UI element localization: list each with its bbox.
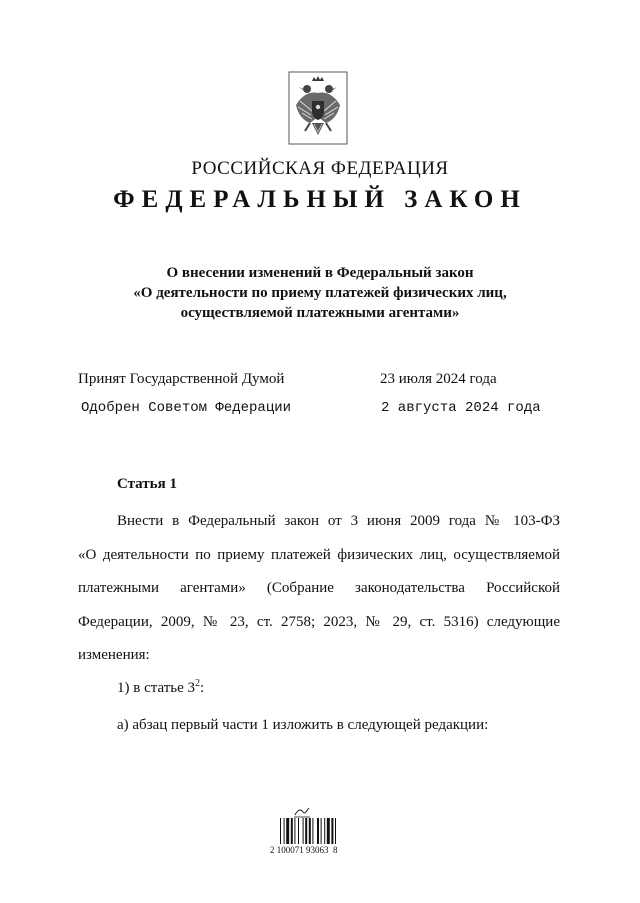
paragraph-line: «О деятельности по приему платежей физических лиц, осуществляемой — [78, 546, 560, 563]
barcode-number: 2 100071 93063 8 — [270, 845, 338, 855]
coat-of-arms-emblem — [288, 71, 348, 145]
barcode-bar — [335, 818, 336, 844]
article-superscript: 2 — [195, 678, 201, 689]
amendment-subitem-a: а) абзац первый части 1 изложить в следующей редакции: — [117, 717, 489, 733]
signature-mark-icon — [293, 806, 311, 818]
barcode-bar — [298, 818, 299, 844]
law-title-line: осуществляемой платежными агентами» — [180, 305, 460, 321]
law-title-line: О внесении изменений в Федеральный закон — [166, 265, 474, 281]
paragraph-line: Внести в Федеральный закон от 3 июня 2009 года № 103-ФЗ — [117, 513, 560, 529]
barcode-bar — [291, 818, 293, 844]
duma-adoption-label: Принят Государственной Думой — [78, 371, 285, 387]
council-approval-date: 2 августа 2024 года — [381, 400, 541, 416]
council-approval-label: Одобрен Советом Федерации — [81, 400, 292, 416]
amendment-item-1 — [117, 680, 204, 697]
barcode-bar — [321, 818, 322, 844]
barcode-bar — [286, 818, 289, 844]
article-paragraph — [78, 505, 560, 673]
barcode-bar — [324, 818, 325, 844]
barcode-bar — [303, 818, 304, 844]
paragraph-line: Федерации, 2009, № 23, ст. 2758; 2023, № 29, ст. 5316) следующие — [78, 613, 560, 630]
paragraph-line: изменения: — [78, 647, 150, 663]
article-heading: Статья 1 — [117, 476, 177, 492]
barcode-bar — [317, 818, 319, 844]
barcode-bar — [280, 818, 281, 844]
barcode-bar — [284, 818, 285, 844]
law-title-line: «О деятельности по приему платежей физических лиц, — [133, 285, 507, 301]
law-title — [0, 263, 640, 323]
barcode-bar — [331, 818, 333, 844]
amendment-item-1-text: 1) в статье 3 — [117, 680, 196, 696]
barcode-bar — [305, 818, 307, 844]
duma-adoption-date: 23 июля 2024 года — [380, 371, 497, 387]
document-type: ФЕДЕРАЛЬНЫЙ ЗАКОН — [113, 186, 527, 213]
country-name: РОССИЙСКАЯ ФЕДЕРАЦИЯ — [191, 158, 449, 179]
barcode — [280, 818, 358, 844]
paragraph-line: платежными агентами» (Собрание законодательства Российской — [78, 580, 560, 596]
barcode-bar — [327, 818, 330, 844]
amendment-item-1-colon: : — [200, 680, 205, 696]
barcode-bar — [294, 818, 295, 844]
barcode-bar — [312, 818, 313, 844]
barcode-bar — [309, 818, 311, 844]
